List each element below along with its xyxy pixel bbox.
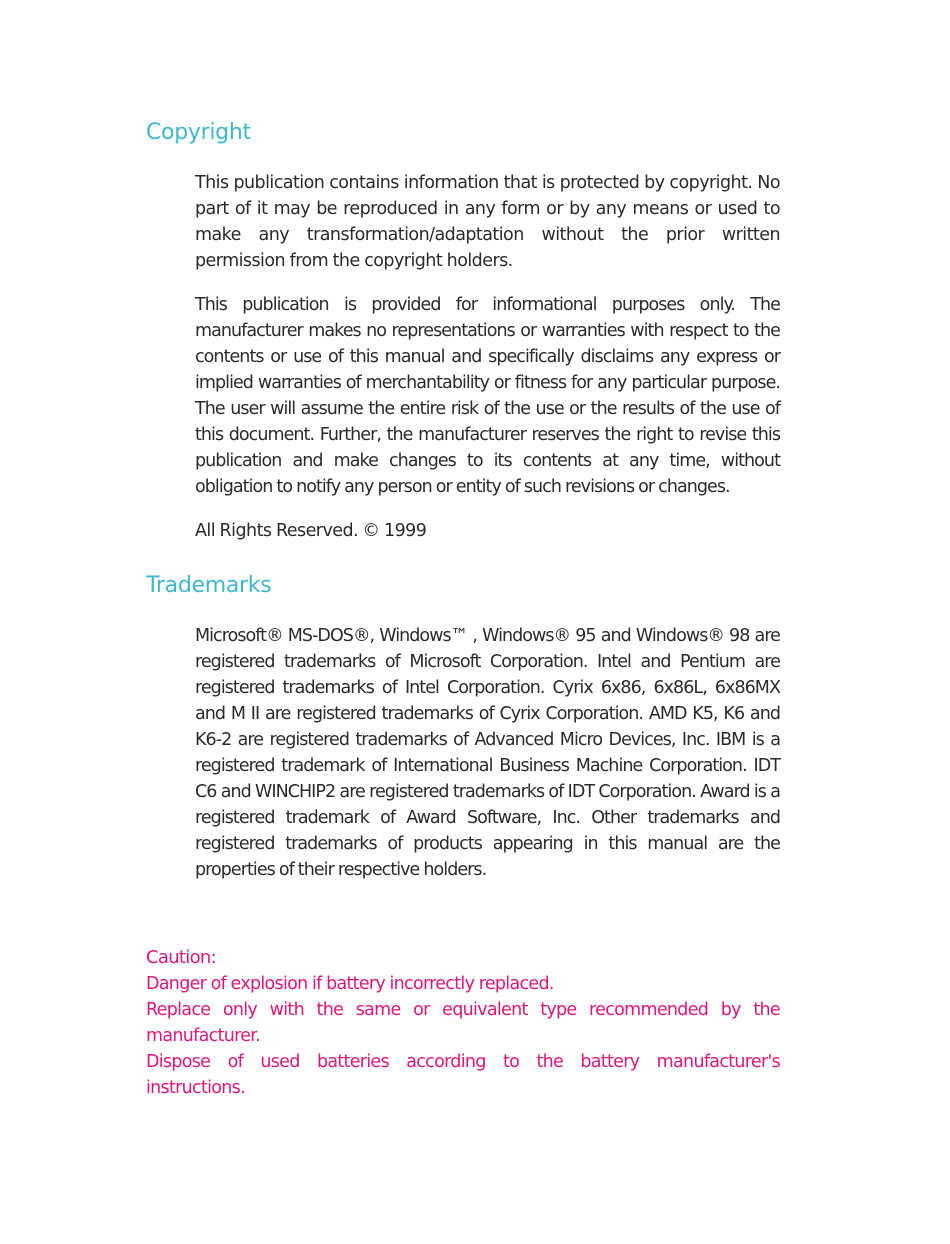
trademarks-paragraph: Microsoft® MS-DOS®, Windows™ , Windows® 95 and Windows® 98 are registered trademarks of Microsoft Corporation. Intel and Pentium are registered trademarks of Intel Corporation. Cyrix 6x86, 6x86L, 6x86MX and M II are registered trademarks of Cyrix Corporation. AMD K5, K6 and K6-2 are registered trademarks of Advanced Micro Devices, Inc. IBM is a registered trademark of International Business Machine Corporation. IDT C6 and WINCHIP2 are registered trademarks of IDT Corporation. Award is a registered trademark of Award Software, Inc. Other trademarks and registered trademarks of products appearing in this manual are the properties of their respective holders. (195, 626, 780, 880)
copyright-paragraph-1: This publication contains information that is protected by copyright. No part of it may be reproduced in any form or by any means or used to make any transformation/adaptation without the prior written permission from the copyright holders. (195, 173, 780, 271)
caution-line-dispose: Dispose of used batteries according to the battery manufacturer's instructions. (146, 1052, 780, 1098)
caution-block (146, 945, 780, 1101)
caution-title: Caution: (146, 947, 216, 968)
copyright-heading: Copyright (146, 120, 251, 145)
caution-line-explosion: Danger of explosion if battery incorrectly replaced. (146, 974, 554, 994)
trademarks-heading: Trademarks (146, 573, 272, 598)
copyright-paragraph-2: This publication is provided for informational purposes only. The manufacturer makes no representations or warranties with respect to the contents or use of this manual and specifically disclaims any express or implied warranties of merchantability or fitness for any particular purpose. The user will assume the entire risk of the use or the results of the use of this document. Further, the manufacturer reserves the right to revise this publication and make changes to its contents at any time, without obligation to notify any person or entity of such revisions or changes. (195, 295, 780, 497)
caution-line-replace: Replace only with the same or equivalent type recommended by the manufacturer. (146, 1000, 780, 1046)
all-rights-reserved: All Rights Reserved. © 1999 (195, 521, 427, 541)
